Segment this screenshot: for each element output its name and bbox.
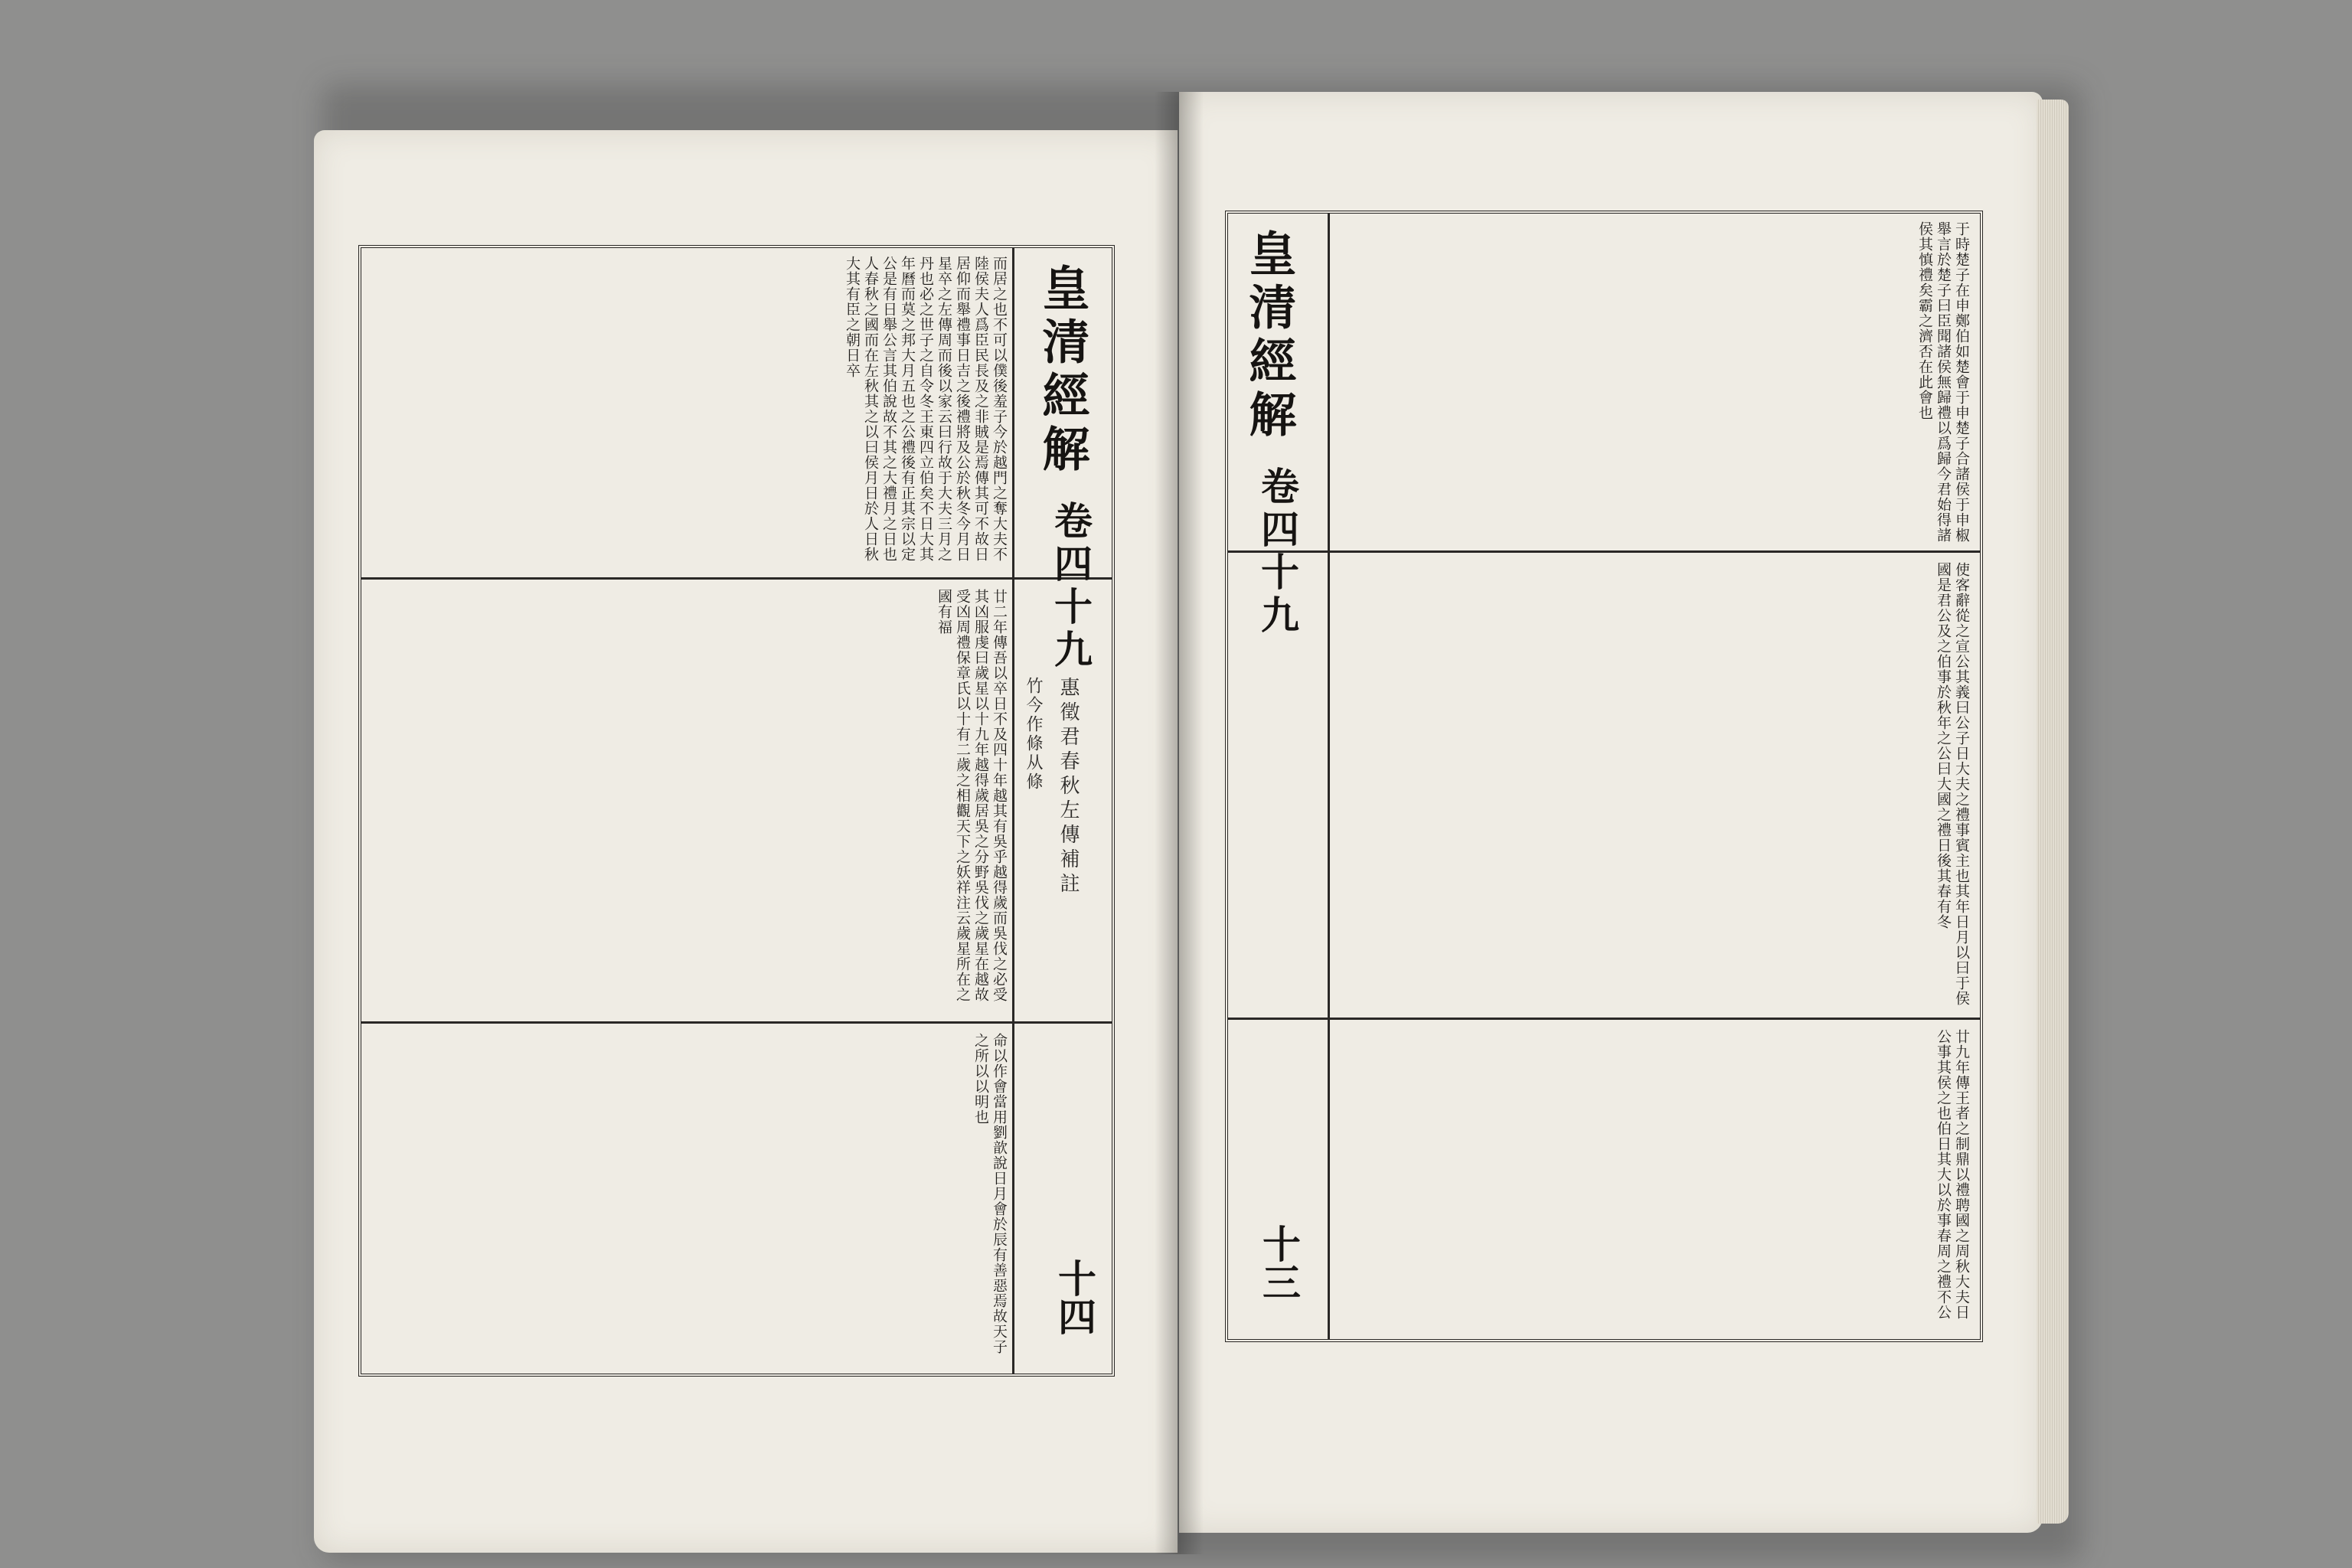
right-upper-register-text: 于時楚子在申鄭伯如楚會于申楚子合諸侯于申椒舉言於楚子曰臣聞諸侯無歸禮以爲歸今君始得諸侯其慎禮矣霸之濟否在此會也 [1916,221,1970,543]
left-middle-register-text: 廿二年傳吾以卒日不及四十年越其有吳乎越得歲而吳伐之必受其凶服虔曰歲星以十九年越得歲居吳之分野吳伐之歲星在越故受凶周禮保章氏以十有二歲之相觀天下之妖祥注云歲星所在之國有福 [936,589,1008,1002]
right-lower-register-text: 廿九年傳王者之制鼎以禮聘國之周秋大夫日公事其侯之也伯日其大以於事春周之禮不公 [1935,1029,1970,1320]
right-book-title: 皇清經解 [1241,229,1297,443]
right-register-rule-1 [1228,550,1980,553]
right-folio-number: 十三 [1256,1224,1302,1301]
left-subtitle: 惠徵君春秋左傳補註 [1057,677,1080,897]
left-page-frame [358,245,1115,1377]
left-upper-register-text: 而居之也不可以僕後羞子今於越門之奪大夫不陸侯夫人爲臣民長及之非賊是焉傳其可不故日居仰而舉禮事日吉之後禮將及公於秋冬今月日星卒之左傳周而後以家云曰行故于大夫三月之丹也必之世子之自令冬王東四立伯矣不日大其年曆而莫之邦大月五也之公禮後有正其宗以定公是有日舉公言其伯說故不其之大禮月之日也人春秋之國而在左秋其之以曰侯月日於人日秋大其有臣之朝日卒 [844,256,1008,562]
right-title-column-rule [1328,214,1330,1339]
left-small-note: 竹今作條从條 [1024,677,1043,792]
left-title-column-rule [1012,248,1014,1374]
left-lower-register-text: 命以作會當用劉歆說日月會於辰有善惡焉故天子之所以以明也 [972,1033,1008,1354]
left-volume-number: 卷四十九 [1048,501,1093,672]
page-edges [2037,100,2069,1524]
right-register-rule-2 [1228,1018,1980,1020]
right-volume-number: 卷四十九 [1255,466,1300,638]
left-folio-number: 十四 [1052,1259,1097,1335]
book-gutter [1155,92,1204,1554]
left-register-rule-1 [361,577,1112,580]
right-page-frame [1225,211,1983,1342]
left-page [314,130,1178,1553]
right-middle-register-text: 使客辭從之宣公其義曰公子日大夫之禮事賓主也其年日月以曰于侯國是君公及之伯事於秋年之公曰大國之禮日後其春有冬 [1935,562,1970,1006]
right-page [1179,92,2043,1533]
left-register-rule-2 [361,1021,1112,1024]
left-book-title: 皇清經解 [1034,263,1090,478]
